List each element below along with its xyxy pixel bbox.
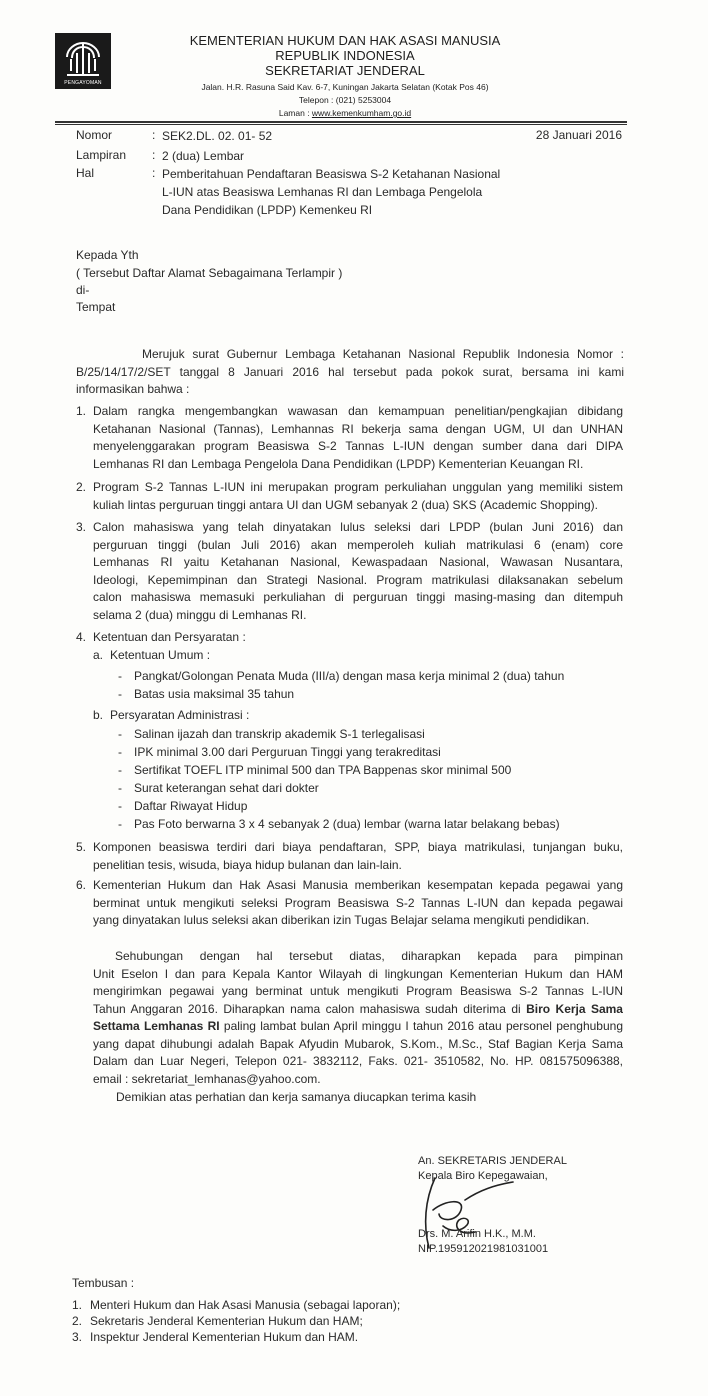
- hal-line: L-IUN atas Beasiswa Lemhanas RI dan Lembaga Pengelola: [162, 185, 483, 199]
- cc-item: Inspektur Jenderal Kementerian Hukum dan HAM.: [90, 1330, 359, 1344]
- ministry-name: KEMENTERIAN HUKUM DAN HAK ASASI MANUSIA: [189, 33, 501, 48]
- cc-number: 3.: [72, 1330, 83, 1344]
- closing-line: Dalam dan Luar Negeri, Telepon 021- 3832112, Faks. 021- 3510582, No. HP. 081575096388,: [93, 1054, 623, 1068]
- item-number: 2.: [76, 480, 87, 494]
- closing-line: [93, 1018, 623, 1036]
- closing-text: Tahun Anggaran 2016. Diharapkan nama calon mahasiswa sudah diterima di: [93, 1001, 527, 1016]
- nomor-label: Nomor: [76, 128, 113, 142]
- item-line: calon mahasiswa memasuki perkuliahan di perguruan tinggi masing-masing dan ditempuh: [93, 590, 623, 604]
- sub-b-item: Daftar Riwayat Hidup: [134, 799, 248, 813]
- intro-line: B/25/14/17/2/SET tanggal 8 Januari 2016 hal tersebut pada pokok surat, bersama ini kami: [76, 364, 624, 379]
- nomor-value: SEK2.DL. 02. 01- 52: [162, 129, 273, 143]
- sub-b-heading: Persyaratan Administrasi :: [110, 708, 250, 722]
- item-line: perguruan tinggi (bulan Juli 2016) akan memperoleh kuliah matrikulasi 6 (enam) core: [93, 537, 623, 552]
- country-name: REPUBLIK INDONESIA: [275, 48, 415, 63]
- bullet-dash: -: [118, 817, 122, 831]
- logo-caption: PENGAYOMAN: [64, 80, 102, 86]
- office-address: Jalan. H.R. Rasuna Said Kav. 6-7, Kuningan Jakarta Selatan (Kotak Pos 46): [201, 82, 489, 92]
- cc-item: Sekretaris Jenderal Kementerian Hukum dan HAM;: [90, 1314, 363, 1328]
- recipient-di: di-: [76, 283, 90, 297]
- item-line: Komponen beasiswa terdiri dari biaya pendaftaran, SPP, biaya matrikulasi, tunjangan buku,: [93, 840, 623, 854]
- signature-title: An. SEKRETARIS JENDERAL: [418, 1155, 567, 1167]
- bullet-dash: -: [118, 687, 122, 701]
- item-line: selama 2 (dua) minggu di Lemhanas RI.: [93, 607, 307, 622]
- item-line: yang dinyatakan lulus seleksi akan diberikan izin Tugas Belajar selama mengikuti pendidikan.: [93, 913, 590, 927]
- cc-number: 2.: [72, 1314, 83, 1328]
- cc-title: Tembusan :: [72, 1276, 135, 1290]
- cc-number: 1.: [72, 1298, 83, 1312]
- item-5-text: [93, 839, 623, 874]
- hal-colon: :: [152, 166, 156, 180]
- header-divider-thin: [55, 124, 627, 125]
- item-number: 6.: [76, 878, 87, 892]
- sub-b-item: Surat keterangan sehat dari dokter: [134, 781, 319, 795]
- closing-line: Sehubungan dengan hal tersebut diatas, diharapkan kepada para pimpinan: [115, 949, 623, 963]
- closing-line: email : sekretariat_lemhanas@yahoo.com.: [93, 1071, 321, 1086]
- intro-line: informasikan bahwa :: [76, 382, 190, 396]
- item-line: Calon mahasiswa yang telah dinyatakan lulus seleksi dari LPDP (bulan Juni 2016) dan: [93, 520, 623, 534]
- website-link[interactable]: www.kemenkumham.go.id: [311, 108, 412, 118]
- thanks-line: Demikian atas perhatian dan kerja samanya diucapkan terima kasih: [116, 1090, 477, 1104]
- lampiran-value: 2 (dua) Lembar: [162, 149, 245, 163]
- bullet-dash: -: [118, 669, 122, 683]
- item-line: Lemhanas RI dan Lembaga Pengelola Dana Pendidikan (LPDP) Kementerian Keuangan RI.: [93, 456, 584, 471]
- office-name: SEKRETARIAT JENDERAL: [265, 63, 425, 78]
- closing-bold: Biro Kerja Sama: [526, 1001, 623, 1016]
- item-line: Program S-2 Tannas L-IUN ini merupakan program perkuliahan unggulan yang memiliki sistem: [93, 480, 623, 494]
- item-4-heading: Ketentuan dan Persyaratan :: [93, 630, 246, 644]
- bullet-dash: -: [118, 745, 122, 759]
- signature-position: Kepala Biro Kepegawaian,: [418, 1170, 548, 1182]
- item-1-text: [93, 403, 623, 473]
- item-line: berminat untuk mengikuti seleksi Program Beasiswa S-2 Tannas L-IUN dan kepada pegawai: [93, 895, 623, 910]
- item-number: 4.: [76, 630, 87, 644]
- letter-date: 28 Januari 2016: [535, 128, 622, 142]
- recipient-name: ( Tersebut Daftar Alamat Sebagaimana Terlampir ): [76, 266, 343, 280]
- office-phone: Telepon : (021) 5253004: [298, 95, 392, 105]
- office-website: [120, 108, 570, 118]
- sub-b-item: Salinan ijazah dan transkrip akademik S-1 terlegalisasi: [134, 727, 425, 741]
- item-line: Dalam rangka mengembangkan wawasan dan kemampuan penelitian/pengkajian dibidang: [93, 404, 623, 418]
- header-divider: [55, 121, 627, 123]
- item-line: Ketahanan Nasional (Tannas), Lemhannas RI bekerja sama dengan UGM, UI dan UNHAN: [93, 421, 623, 436]
- item-3-text: [93, 519, 623, 624]
- sub-a-item: Batas usia maksimal 35 tahun: [134, 687, 295, 701]
- item-2-text: [93, 479, 623, 514]
- intro-line: Merujuk surat Gubernur Lembaga Ketahanan Nasional Republik Indonesia Nomor :: [142, 347, 624, 361]
- recipient-salutation: Kepada Yth: [76, 248, 139, 262]
- hal-line: Pemberitahuan Pendaftaran Beasiswa S-2 Ketahanan Nasional: [162, 167, 501, 181]
- recipient-place: Tempat: [76, 300, 116, 314]
- signatory-name: Drs. M. Arifin H.K., M.M.: [418, 1228, 536, 1240]
- lampiran-label: Lampiran: [76, 148, 127, 162]
- closing-line: mengirimkan pegawai yang berminat untuk mengikuti Program Beasiswa S-2 Tannas L-IUN: [93, 984, 623, 998]
- cc-item: Menteri Hukum dan Hak Asasi Manusia (sebagai laporan);: [90, 1298, 401, 1312]
- item-6-text: [93, 877, 623, 930]
- closing-line: Unit Eselon I dan para Kepala Kantor Wilayah di lingkungan Kementerian Hukum dan HAM: [93, 966, 623, 981]
- item-number: 5.: [76, 840, 87, 854]
- item-number: 3.: [76, 520, 87, 534]
- ministry-logo: [55, 33, 111, 89]
- item-line: penelitian tesis, wisuda, biaya hidup bulanan dan lain-lain.: [93, 857, 402, 872]
- item-line: Kementerian Hukum dan Hak Asasi Manusia memberikan kesempatan kepada pegawai yang: [93, 878, 623, 892]
- sub-b-letter: b.: [93, 708, 104, 722]
- item-line: Ideologi, Kepemimpinan dan Strategi Nasional. Program matrikulasi dilaksanakan sebelum: [93, 572, 623, 587]
- sub-b-item: Pas Foto berwarna 3 x 4 sebanyak 2 (dua) lembar (warna latar belakang bebas): [134, 817, 560, 831]
- closing-line: yang dapat dihubungi adalah Bapak Afyudin Mubarok, S.Kom., M.Sc., Staf Bagian Kerja Sama: [93, 1036, 623, 1051]
- sub-a-item: Pangkat/Golongan Penata Muda (III/a) dengan masa kerja minimal 2 (dua) tahun: [134, 669, 565, 683]
- closing-text: paling lambat bulan April minggu I tahun 2016 atau personel penghubung: [219, 1019, 623, 1033]
- hal-value: [162, 165, 500, 219]
- item-line: kuliah lintas perguruan tinggi antara UI dan UGM sebanyak 2 (dua) SKS (Academic Shopping).: [93, 497, 598, 512]
- lampiran-colon: :: [152, 148, 156, 162]
- website-label: Laman :: [278, 108, 312, 118]
- bullet-dash: -: [118, 799, 122, 813]
- item-line: menyelenggarakan program Beasiswa S-2 Tannas L-IUN dengan sumber dana dari DIPA: [93, 439, 623, 453]
- sub-a-heading: Ketentuan Umum :: [110, 648, 211, 662]
- sub-a-letter: a.: [93, 648, 104, 662]
- bullet-dash: -: [118, 727, 122, 741]
- item-line: Lemhanas RI yaitu Ketahanan Nasional, Kewaspadaan Nasional, Wawasan Nusantara,: [93, 555, 623, 569]
- closing-paragraph: [93, 948, 623, 1088]
- sub-b-item: Sertifikat TOEFL ITP minimal 500 dan TPA Bappenas skor minimal 500: [134, 763, 512, 777]
- bullet-dash: -: [118, 763, 122, 777]
- closing-line: [93, 1001, 623, 1019]
- nomor-colon: :: [152, 128, 156, 142]
- hal-line: Dana Pendidikan (LPDP) Kemenkeu RI: [162, 203, 373, 217]
- sub-b-item: IPK minimal 3.00 dari Perguruan Tinggi yang terakreditasi: [134, 745, 441, 759]
- intro-paragraph: [76, 346, 624, 399]
- hal-label: Hal: [76, 166, 95, 180]
- item-number: 1.: [76, 404, 87, 418]
- signatory-nip: NIP.195912021981031001: [418, 1243, 549, 1255]
- bullet-dash: -: [118, 781, 122, 795]
- closing-bold: Settama Lemhanas RI: [93, 1019, 220, 1033]
